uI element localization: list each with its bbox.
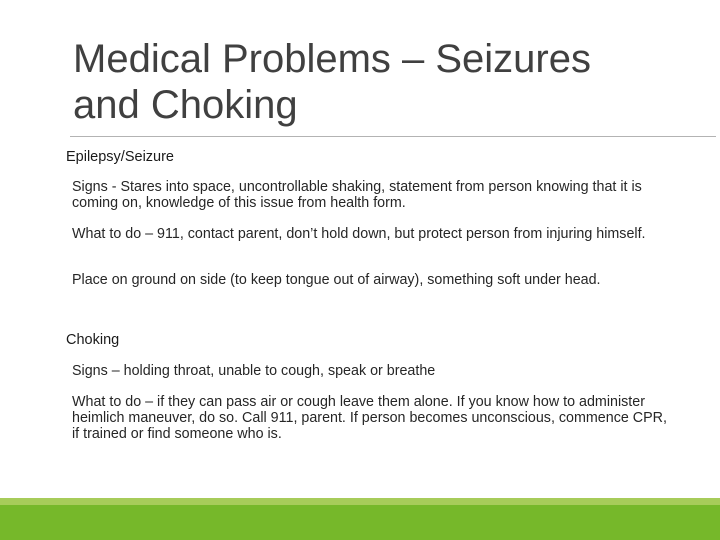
footer-accent-band-dark	[0, 505, 720, 540]
title-divider	[70, 136, 716, 137]
epilepsy-signs-text: Signs - Stares into space, uncontrollable shaking, statement from person knowing that it is coming on, knowledge of this issue from health form.	[72, 179, 642, 211]
slide-title-line-2: and Choking	[73, 83, 298, 127]
choking-what-to-do-text: What to do – if they can pass air or cough leave them alone. If you know how to administer heimlich maneuver, do so. Call 911, parent. If person becomes unconscious, commence CPR, if trained or find someone who is.	[72, 394, 667, 442]
slide-title	[73, 36, 673, 128]
section-heading-choking: Choking	[66, 332, 120, 348]
epilepsy-place-on-ground-text: Place on ground on side (to keep tongue out of airway), something soft under head.	[72, 272, 601, 288]
choking-signs-text: Signs – holding throat, unable to cough, speak or breathe	[72, 363, 436, 379]
epilepsy-what-to-do-text: What to do – 911, contact parent, don’t hold down, but protect person from injuring himself.	[72, 226, 646, 242]
section-heading-epilepsy: Epilepsy/Seizure	[66, 149, 174, 165]
slide-title-line-1: Medical Problems – Seizures	[73, 37, 591, 81]
footer-accent-band-light	[0, 498, 720, 505]
